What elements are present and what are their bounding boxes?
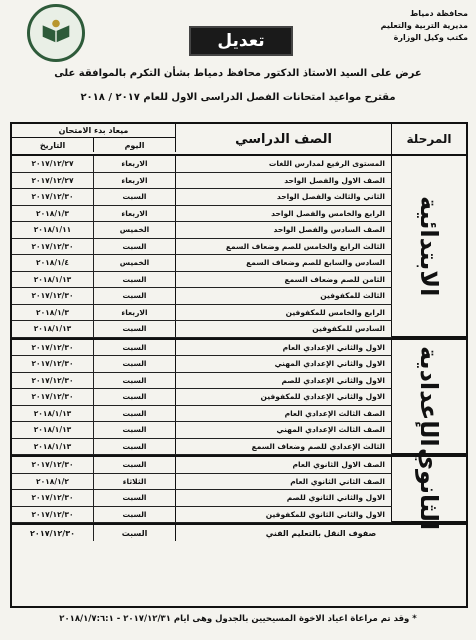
table-row (12, 156, 392, 173)
header-exam-start: ميعاد بدء الامتحان (12, 124, 176, 138)
table-row (12, 206, 392, 223)
cell-date: ٢٠١٧/١٢/٣٠ (12, 356, 94, 372)
cell-day: الثلاثاء (94, 474, 176, 490)
cell-date: ٢٠١٧/١٢/٣٠ (12, 340, 94, 356)
table-row (12, 239, 392, 256)
document-subtitle: مقترح مواعيد امتحانات الفصل الدراسى الاول للعام ٢٠١٧ / ٢٠١٨ (80, 92, 396, 103)
cell-date: ٢٠١٧/١٢/٣٠ (12, 490, 94, 506)
cell-grade: الصف الاول الثانوي العام (176, 457, 392, 473)
stage-cell (392, 447, 466, 531)
cell-day: السبت (94, 507, 176, 523)
cell-day: الاربعاء (94, 156, 176, 172)
cell-grade: الرابع والخامس والفصل الواحد (176, 206, 392, 222)
cell-day: السبت (94, 321, 176, 337)
ministry-logo (6, 4, 106, 62)
intro-text: عرض على السيد الاستاذ الدكتور محافظ دمياط بشأن التكرم بالموافقة على (54, 68, 422, 79)
cell-date: ٢٠١٨/١/١١ (12, 222, 94, 238)
cell-grade: الثاني والثالث والفصل الواحد (176, 189, 392, 205)
cell-day: السبت (94, 439, 176, 455)
table-row (12, 406, 392, 423)
cell-day: السبت (94, 288, 176, 304)
table-row (12, 422, 392, 439)
header-day: اليوم (94, 138, 176, 152)
cell-day: الخميس (94, 222, 176, 238)
cell-day: السبت (94, 490, 176, 506)
cell-day: الاربعاء (94, 173, 176, 189)
table-row-technical (12, 525, 466, 541)
cell-date: ٢٠١٧/١٢/٣٠ (12, 239, 94, 255)
table-row (12, 272, 392, 289)
header-grade: الصف الدراسي (176, 124, 392, 154)
cell-date: ٢٠١٧/١٢/٣٠ (12, 288, 94, 304)
cell-date: ٢٠١٧/١٢/٣٠ (12, 189, 94, 205)
cell-date: ٢٠١٨/١/٤ (12, 255, 94, 271)
directorate-line: مديرية التربية والتعليم (380, 21, 468, 30)
cell-grade: السادس والسابع للصم وضعاف السمع (176, 255, 392, 271)
cell-day: السبت (94, 356, 176, 372)
footnote: * وقد تم مراعاة اعياد الاخوة المسيحيين بالجدول وهى ايام ٢٠١٧/١٢/٣١ - ٢٠١٨/١/٧:٦:١ (59, 614, 417, 624)
table-row (12, 490, 392, 507)
emblem-icon (27, 4, 85, 62)
table-row (12, 255, 392, 272)
cell-day: السبت (94, 406, 176, 422)
cell-grade: الصف الثالث الإعدادي المهني (176, 422, 392, 438)
cell-grade: الصف السادس والفصل الواحد (176, 222, 392, 238)
cell-date: ٢٠١٧/١٢/٣٠ (12, 507, 94, 523)
cell-date: ٢٠١٨/١/١٣ (12, 406, 94, 422)
cell-grade: الاول والثاني الإعدادي العام (176, 340, 392, 356)
cell-grade: الثالث للمكفوفين (176, 288, 392, 304)
table-row (12, 222, 392, 239)
cell-grade: الاول والثاني الثانوي للمكفوفين (176, 507, 392, 523)
cell-grade: المستوى الرفيع لمدارس اللغات (176, 156, 392, 172)
cell-date: ٢٠١٧/١٢/٣٠ (12, 373, 94, 389)
cell-date: ٢٠١٧/١٢/٣٠ (12, 525, 94, 541)
cell-day: السبت (94, 525, 176, 541)
cell-grade: الاول والثاني الإعدادي المهني (176, 356, 392, 372)
cell-date: ٢٠١٧/١٢/٢٧ (12, 173, 94, 189)
cell-grade: الثالث الرابع والخامس للصم وضعاف السمع (176, 239, 392, 255)
stage-label: الابتدائية (415, 195, 443, 296)
cell-grade: الثامن للصم وضعاف السمع (176, 272, 392, 288)
table-row (12, 439, 392, 456)
cell-day: الاربعاء (94, 305, 176, 321)
gov-header (318, 8, 468, 44)
table-row (12, 507, 392, 524)
cell-grade: السادس للمكفوفين (176, 321, 392, 337)
header-stage: المرحلة (406, 132, 452, 146)
cell-day: السبت (94, 340, 176, 356)
table-row (12, 356, 392, 373)
cell-grade: الاول والثاني الإعدادي للصم (176, 373, 392, 389)
table-row (12, 389, 392, 406)
cell-grade: الصف الثاني الثانوي العام (176, 474, 392, 490)
table-row (12, 340, 392, 357)
cell-date: ٢٠١٧/١٢/٢٧ (12, 156, 94, 172)
cell-day: السبت (94, 272, 176, 288)
cell-grade: صفوف النقل بالتعليم الفني (265, 528, 377, 538)
cell-date: ٢٠١٨/١/٣ (12, 206, 94, 222)
table-row (12, 321, 392, 338)
table-row (12, 474, 392, 491)
cell-date: ٢٠١٨/١/١٣ (12, 422, 94, 438)
cell-day: الاربعاء (94, 206, 176, 222)
office-line: مكتب وكيل الوزارة (393, 33, 468, 42)
exam-schedule-table (10, 122, 468, 608)
table-row (12, 173, 392, 190)
table-row (12, 305, 392, 322)
table-row (12, 373, 392, 390)
cell-grade: الثالث الإعدادي للصم وضعاف السمع (176, 439, 392, 455)
cell-day: السبت (94, 422, 176, 438)
header-date: التاريخ (12, 138, 94, 152)
cell-grade: الاول والثاني الإعدادي للمكفوفين (176, 389, 392, 405)
amendment-badge: تعديل (189, 26, 293, 56)
cell-date: ٢٠١٧/١٢/٣٠ (12, 389, 94, 405)
cell-date: ٢٠١٨/١/١٣ (12, 439, 94, 455)
table-row (12, 288, 392, 305)
cell-day: الخميس (94, 255, 176, 271)
cell-date: ٢٠١٨/١/٣ (12, 305, 94, 321)
cell-grade: الاول والثاني الثانوي للصم (176, 490, 392, 506)
stage-label: الإعدادية (415, 345, 443, 447)
cell-day: السبت (94, 239, 176, 255)
stage-label: الثانوي (415, 447, 443, 531)
cell-day: السبت (94, 457, 176, 473)
cell-day: السبت (94, 373, 176, 389)
cell-grade: الرابع والخامس للمكفوفين (176, 305, 392, 321)
governorate-line: محافظة دمياط (409, 9, 468, 18)
stage-cell (392, 156, 466, 338)
stage-cell (392, 340, 466, 456)
table-row (12, 457, 392, 474)
cell-day: السبت (94, 389, 176, 405)
cell-grade: الصف الثالث الإعدادي العام (176, 406, 392, 422)
cell-date: ٢٠١٨/١/١٣ (12, 272, 94, 288)
cell-date: ٢٠١٨/١/١٣ (12, 321, 94, 337)
cell-date: ٢٠١٨/١/٢ (12, 474, 94, 490)
cell-date: ٢٠١٧/١٢/٣٠ (12, 457, 94, 473)
cell-grade: الصف الاول والفصل الواحد (176, 173, 392, 189)
table-row (12, 189, 392, 206)
cell-day: السبت (94, 189, 176, 205)
